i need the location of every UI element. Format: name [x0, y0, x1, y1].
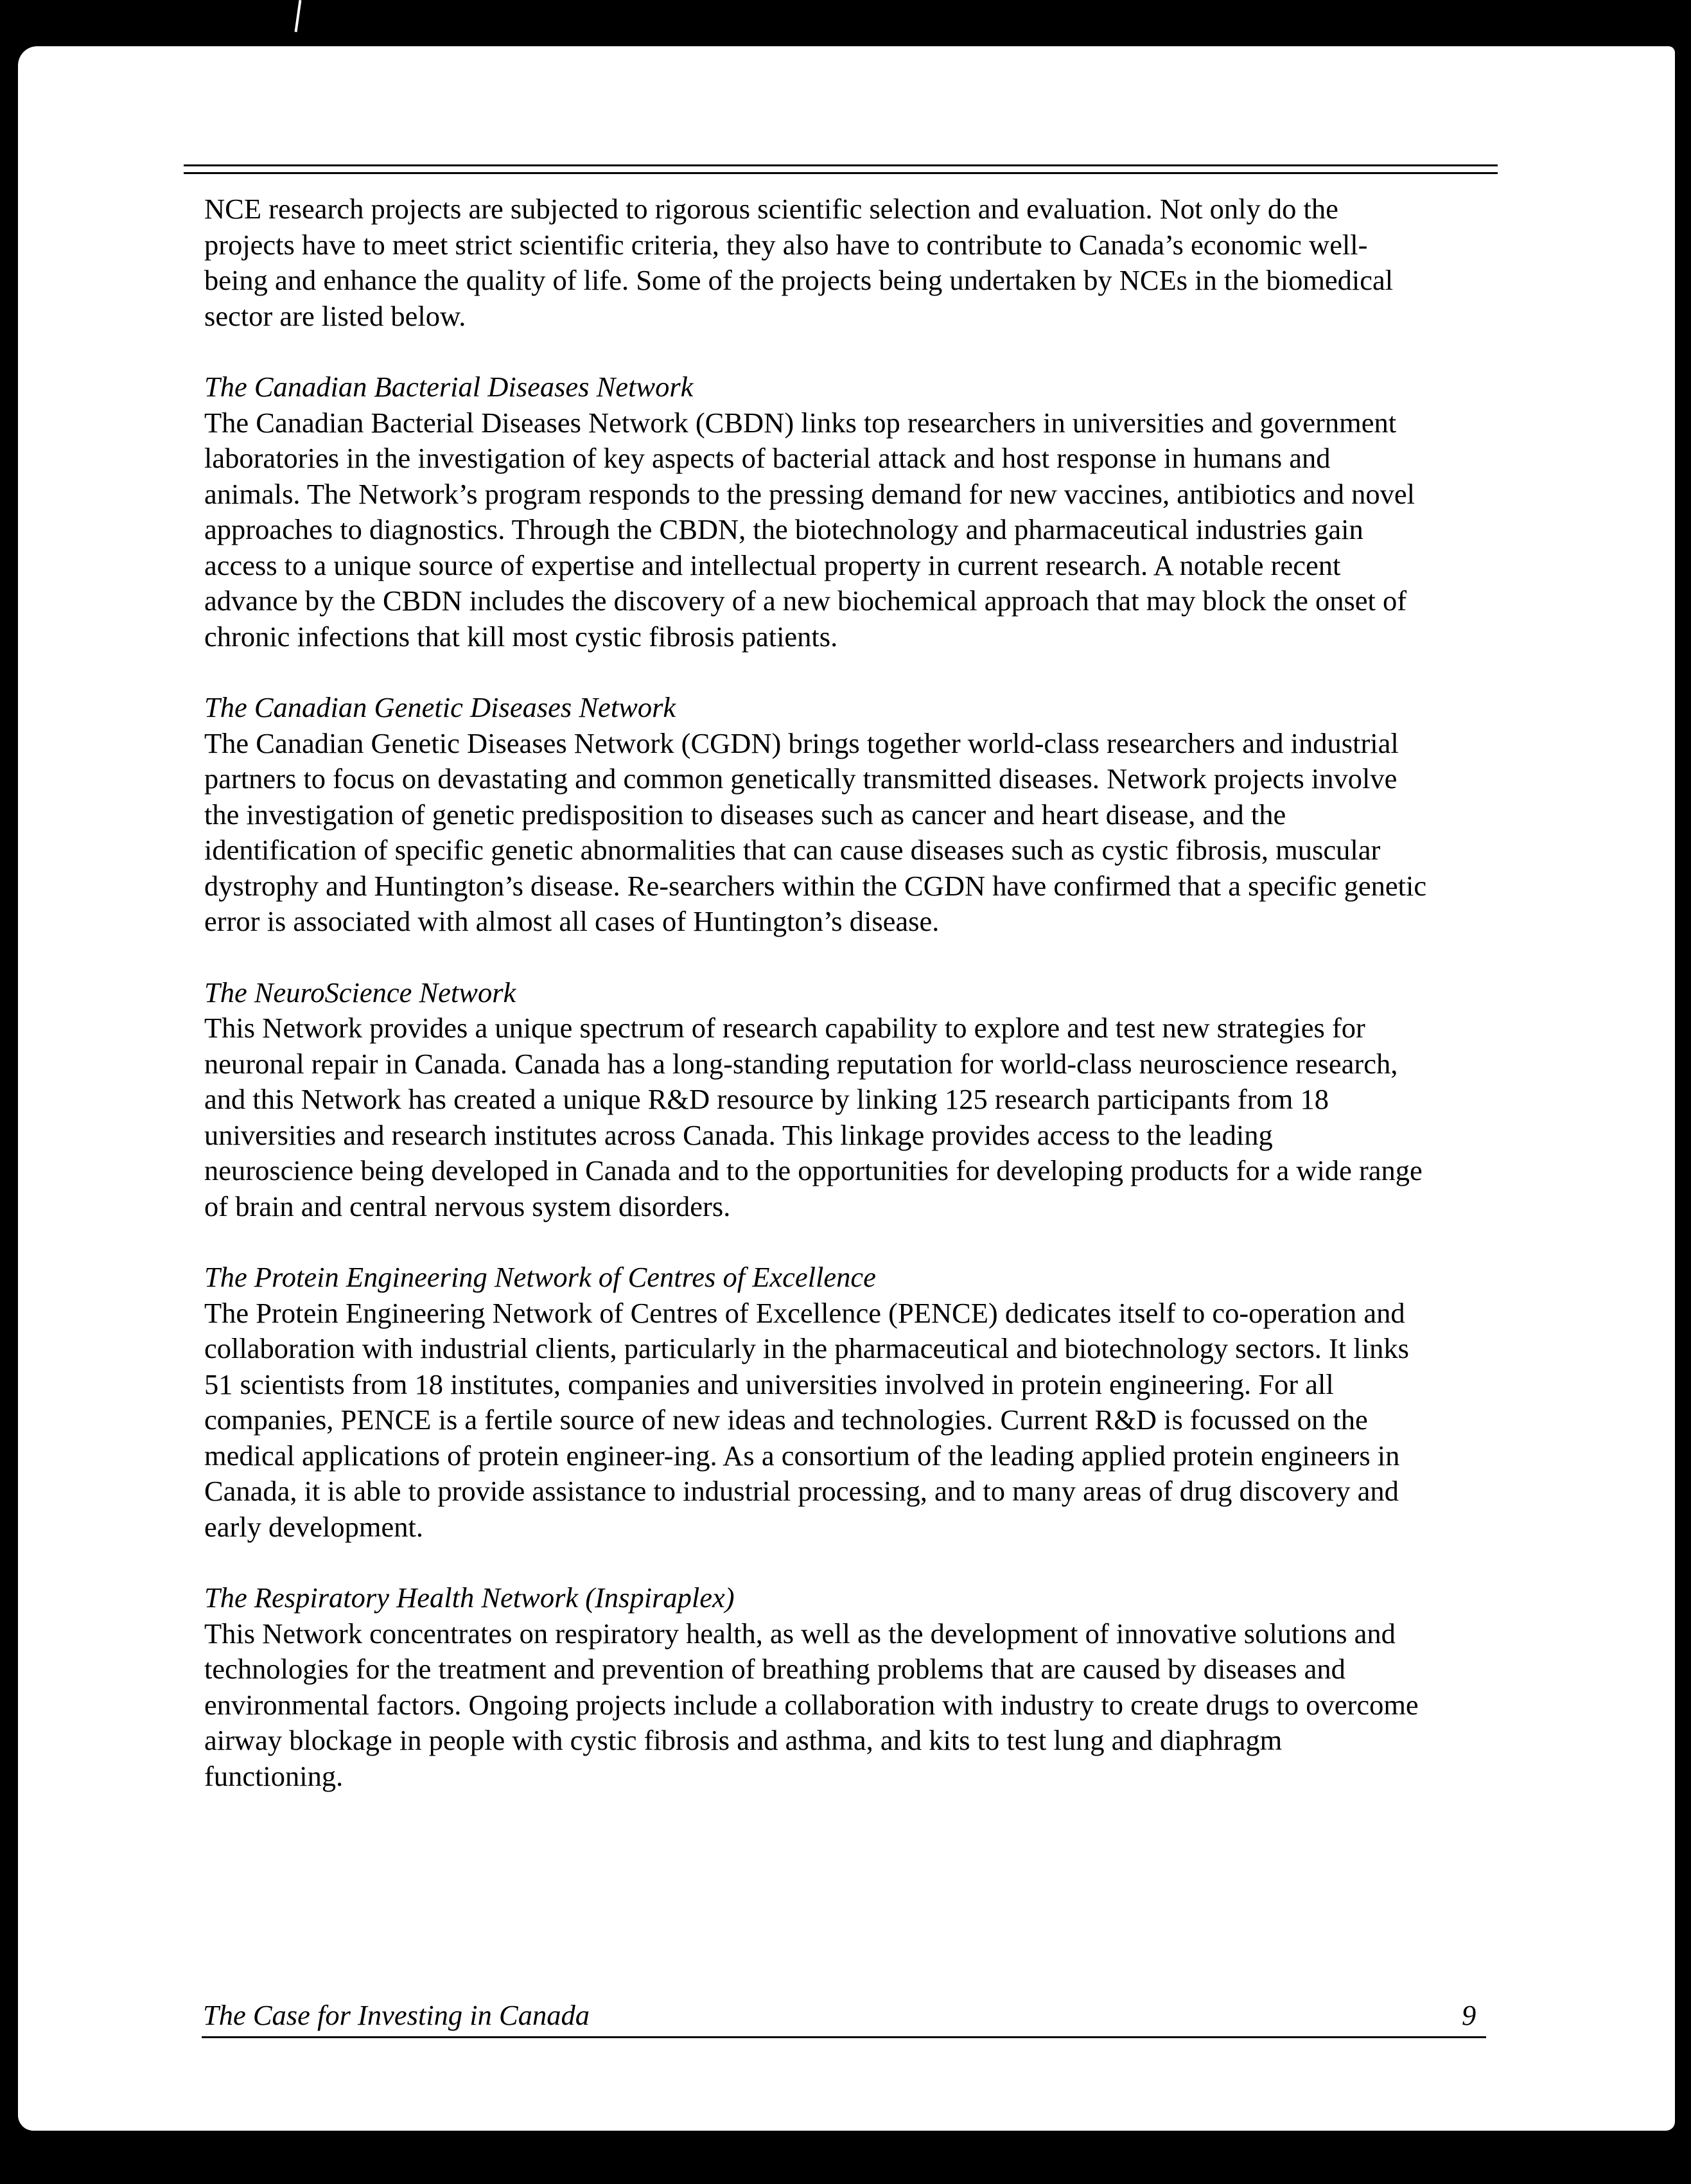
section-body: The Canadian Genetic Diseases Network (CGDN) brings together world-class researchers and industrial partners to focus on devastating and common genetically transmitted diseases. Network projects involve the investigation of genetic predisposition to diseases such as cancer and heart disease, and the identification of specific genetic abnormalities that can cause diseases such as cystic fibrosis, muscular dystrophy and Huntington’s disease. Re-searchers within the CGDN have confirmed that a specific genetic error is associated with almost all cases of Huntington’s disease.: [204, 727, 1427, 937]
footer-rule: [202, 2036, 1486, 2038]
section-heading: The Respiratory Health Network (Inspiraplex): [204, 1581, 735, 1614]
section-heading: The Protein Engineering Network of Centres of Excellence: [204, 1261, 876, 1293]
main-content: [204, 191, 1428, 1794]
header-rule-lower: [184, 172, 1498, 174]
page-number: 9: [1462, 1999, 1476, 2031]
section-heading: The Canadian Bacterial Diseases Network: [204, 371, 694, 403]
section-respiratory-health: [204, 1580, 1428, 1794]
scan-artifact-mark: [295, 0, 302, 32]
footer-title: The Case for Investing in Canada: [203, 1999, 590, 2031]
section-genetic-diseases: [204, 690, 1428, 940]
section-body: The Protein Engineering Network of Centres of Excellence (PENCE) dedicates itself to co-operation and collaboration with industrial clients, particularly in the pharmaceutical and biotechnology sectors. It links 51 scientists from 18 institutes, companies and universities involved in protein engineering. For all companies, PENCE is a fertile source of new ideas and technologies. Current R&D is focussed on the medical applications of protein engineer-ing. As a consortium of the leading applied protein engineers in Canada, it is able to provide assistance to industrial processing, and to many areas of drug discovery and early development.: [204, 1296, 1409, 1543]
section-protein-engineering: [204, 1260, 1428, 1545]
section-bacterial-diseases: [204, 369, 1428, 655]
section-heading: The NeuroScience Network: [204, 976, 516, 1008]
section-body: The Canadian Bacterial Diseases Network (CBDN) links top researchers in universities and government laboratories in the investigation of key aspects of bacterial attack and host response in humans and animals. The Network’s program responds to the pressing demand for new vaccines, antibiotics and novel approaches to diagnostics. Through the CBDN, the biotechnology and pharmaceutical industries gain access to a unique source of expertise and intellectual property in current research. A notable recent advance by the CBDN includes the discovery of a new biochemical approach that may block the onset of chronic infections that kill most cystic fibrosis patients.: [204, 406, 1415, 653]
intro-paragraph: NCE research projects are subjected to rigorous scientific selection and evaluation. Not only do the projects have to meet strict scientific criteria, they also have to contribute to Canada’s economic well-being and enhance the quality of life. Some of the projects being undertaken by NCEs in the biomedical sector are listed below.: [204, 193, 1394, 332]
section-neuroscience: [204, 975, 1428, 1225]
section-body: This Network provides a unique spectrum of research capability to explore and test new strategies for neuronal repair in Canada. Canada has a long-standing reputation for world-class neuroscience research, and this Network has created a unique R&D resource by linking 125 research participants from 18 universities and research institutes across Canada. This linkage provides access to the leading neuroscience being developed in Canada and to the opportunities for developing products for a wide range of brain and central nervous system disorders.: [204, 1012, 1423, 1222]
section-body: This Network concentrates on respiratory health, as well as the development of innovative solutions and technologies for the treatment and prevention of breathing problems that are caused by diseases and environmental factors. Ongoing projects include a collaboration with industry to create drugs to overcome airway blockage in people with cystic fibrosis and asthma, and kits to test lung and diaphragm functioning.: [204, 1617, 1419, 1792]
section-heading: The Canadian Genetic Diseases Network: [204, 691, 676, 723]
header-rule-upper: [184, 164, 1498, 166]
